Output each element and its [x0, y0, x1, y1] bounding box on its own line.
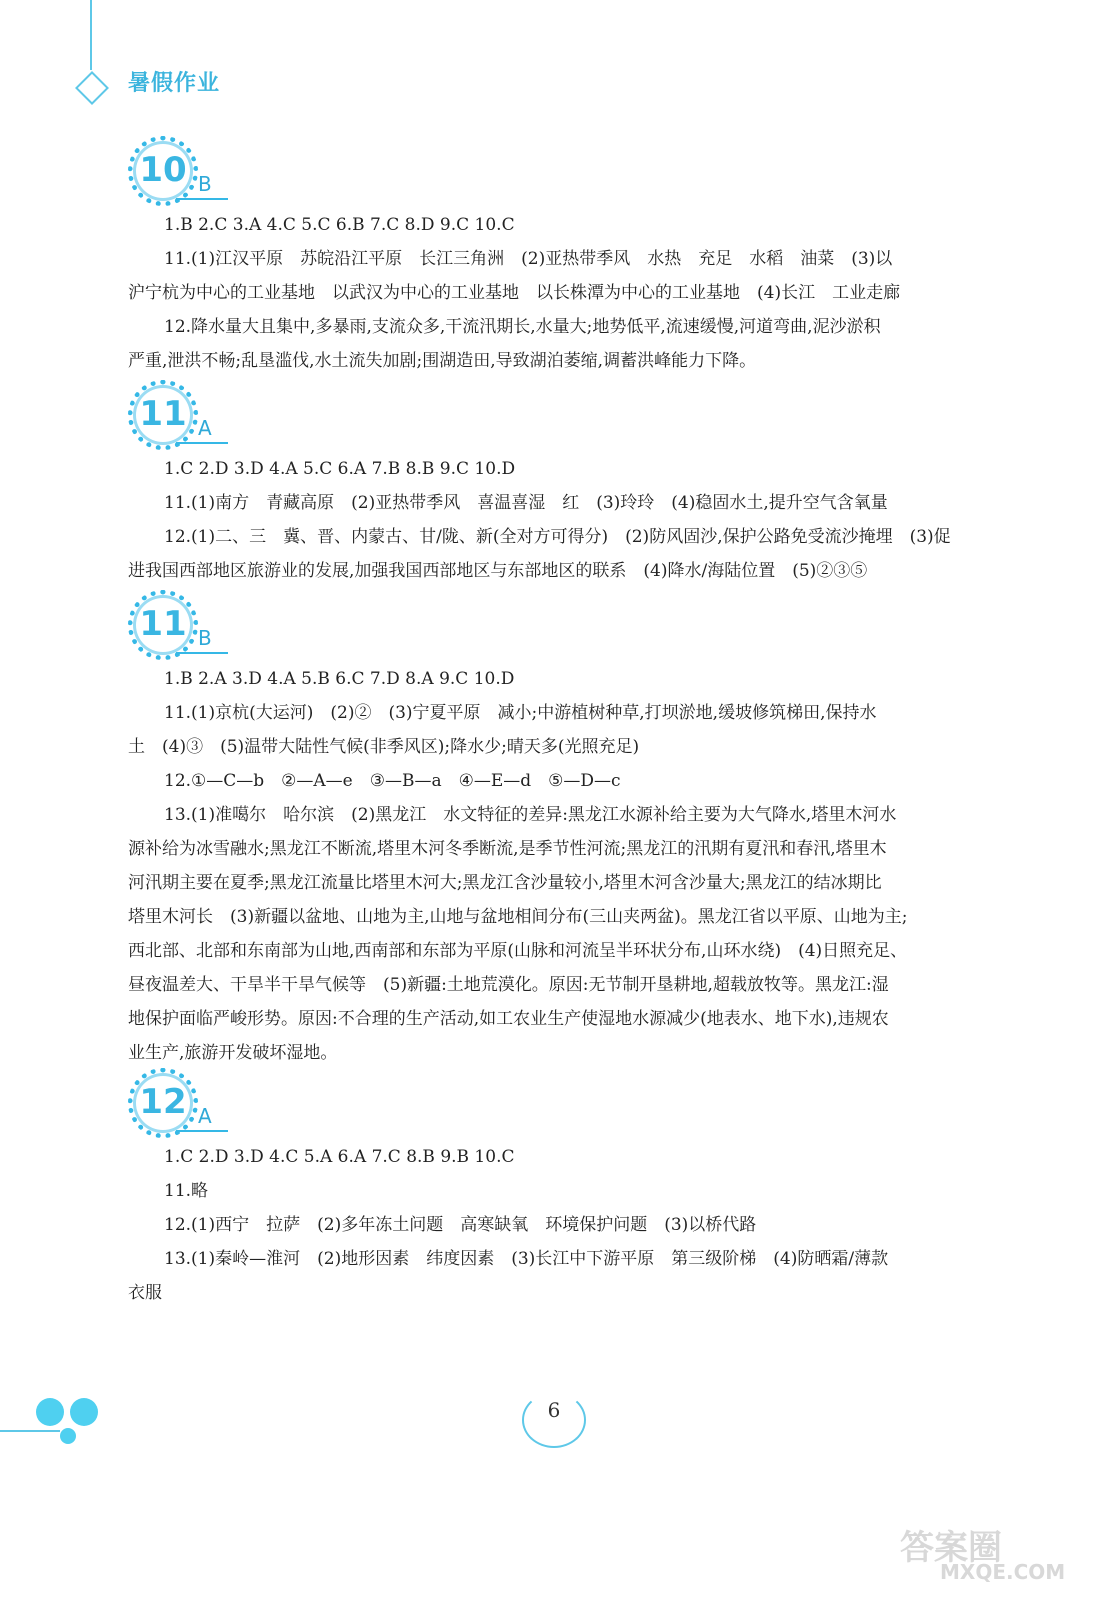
answer-line: 1.C 2.D 3.D 4.C 5.A 6.A 7.C 8.B 9.B 10.C: [164, 1147, 515, 1167]
header-diamond-icon: [75, 71, 109, 105]
watermark-logo: 答案圈: [900, 1528, 1002, 1568]
answer-line: 13.(1)准噶尔 哈尔滨 (2)黑龙江 水文特征的差异:黑龙江水源补给主要为大气降水,塔里木河水: [164, 805, 897, 825]
answer-line: 沪宁杭为中心的工业基地 以武汉为中心的工业基地 以长株潭为中心的工业基地 (4)长江 工业走廊: [128, 283, 901, 303]
badge-letter: B: [198, 172, 212, 196]
answer-line: 11.(1)南方 青藏高原 (2)亚热带季风 喜温喜湿 红 (3)玲玲 (4)稳固水土,提升空气含氧量: [164, 493, 888, 513]
section-badge: [128, 590, 1008, 662]
answer-line: 1.B 2.C 3.A 4.C 5.C 6.B 7.C 8.D 9.C 10.C: [164, 215, 515, 235]
watermark-url: MXQE.COM: [940, 1560, 1066, 1584]
answer-line: 11.(1)京杭(大运河) (2)② (3)宁夏平原 减小;中游植树种草,打坝淤地,缓坡修筑梯田,保持水: [164, 703, 877, 723]
answer-line: 塔里木河长 (3)新疆以盆地、山地为主,山地与盆地相间分布(三山夹两盆)。黑龙江省以平原、山地为主;: [128, 907, 908, 927]
answer-line: 源补给为冰雪融水;黑龙江不断流,塔里木河冬季断流,是季节性河流;黑龙江的汛期有夏汛和春汛,塔里木: [128, 839, 887, 859]
decor-dot-icon: [60, 1428, 76, 1444]
answer-line: 12.(1)二、三 冀、晋、内蒙古、甘/陇、新(全对方可得分) (2)防风固沙,保护公路免受流沙掩埋 (3)促: [164, 527, 951, 547]
section-10b: [128, 136, 1008, 378]
answer-line: 11.(1)江汉平原 苏皖沿江平原 长江三角洲 (2)亚热带季风 水热 充足 水稻 油菜 (3)以: [164, 249, 893, 269]
badge-number: 12: [139, 1082, 187, 1122]
section-11b: [128, 590, 1008, 1070]
badge-letter: B: [198, 626, 212, 650]
answer-line: 地保护面临严峻形势。原因:不合理的生产活动,如工农业生产使湿地水源减少(地表水、地下水),违规农: [128, 1009, 889, 1029]
decor-dot-icon: [36, 1398, 64, 1426]
section-badge: [128, 136, 1008, 208]
answer-line: 业生产,旅游开发破坏湿地。: [128, 1043, 338, 1063]
page-number: 6: [547, 1398, 561, 1422]
badge-underline: [176, 652, 228, 654]
badge-letter: A: [198, 1104, 212, 1128]
answer-line: 进我国西部地区旅游业的发展,加强我国西部地区与东部地区的联系 (4)降水/海陆位置 (5)②③⑤: [128, 561, 868, 581]
badge-underline: [176, 1130, 228, 1132]
badge-letter: A: [198, 416, 212, 440]
page-number-wrap: [522, 1392, 586, 1448]
answer-line: 昼夜温差大、干旱半干旱气候等 (5)新疆:土地荒漠化。原因:无节制开垦耕地,超载放牧等。黑龙江:湿: [128, 975, 889, 995]
answer-line: 12.降水量大且集中,多暴雨,支流众多,干流汛期长,水量大;地势低平,流速缓慢,河道弯曲,泥沙淤积: [164, 317, 881, 337]
section-badge: [128, 1068, 1008, 1140]
header-vertical-line: [90, 0, 92, 70]
answer-line: 1.C 2.D 3.D 4.A 5.C 6.A 7.B 8.B 9.C 10.D: [164, 459, 516, 479]
badge-underline: [176, 198, 228, 200]
footer-line: [0, 1430, 60, 1432]
badge-number: 11: [139, 604, 187, 644]
badge-underline: [176, 442, 228, 444]
answer-line: 12.(1)西宁 拉萨 (2)多年冻土问题 高寒缺氧 环境保护问题 (3)以桥代路: [164, 1215, 757, 1235]
answer-line: 西北部、北部和东南部为山地,西南部和东部为平原(山脉和河流呈半环状分布,山环水绕) (4)日照充足、: [128, 941, 908, 961]
answer-line: 严重,泄洪不畅;乱垦滥伐,水土流失加剧;围湖造田,导致湖泊萎缩,调蓄洪峰能力下降。: [128, 351, 757, 371]
badge-number: 11: [139, 394, 187, 434]
decor-dot-icon: [70, 1398, 98, 1426]
answer-line: 1.B 2.A 3.D 4.A 5.B 6.C 7.D 8.A 9.C 10.D: [164, 669, 515, 689]
answer-line: 河汛期主要在夏季;黑龙江流量比塔里木河大;黑龙江含沙量较小,塔里木河含沙量大;黑龙江的结冰期比: [128, 873, 882, 893]
answer-line: 衣服: [128, 1283, 162, 1303]
badge-number: 10: [139, 150, 187, 190]
answer-line: 土 (4)③ (5)温带大陆性气候(非季风区);降水少;晴天多(光照充足): [128, 737, 640, 757]
answer-line: 12.①—C—b ②—A—e ③—B—a ④—E—d ⑤—D—c: [164, 771, 621, 791]
section-badge: [128, 380, 1008, 452]
answer-line: 11.略: [164, 1181, 209, 1201]
answer-line: 13.(1)秦岭—淮河 (2)地形因素 纬度因素 (3)长江中下游平原 第三级阶梯 (4)防晒霜/薄款: [164, 1249, 889, 1269]
section-11a: [128, 380, 1008, 588]
section-12a: [128, 1068, 1008, 1310]
page-header-title: 暑假作业: [128, 71, 221, 96]
